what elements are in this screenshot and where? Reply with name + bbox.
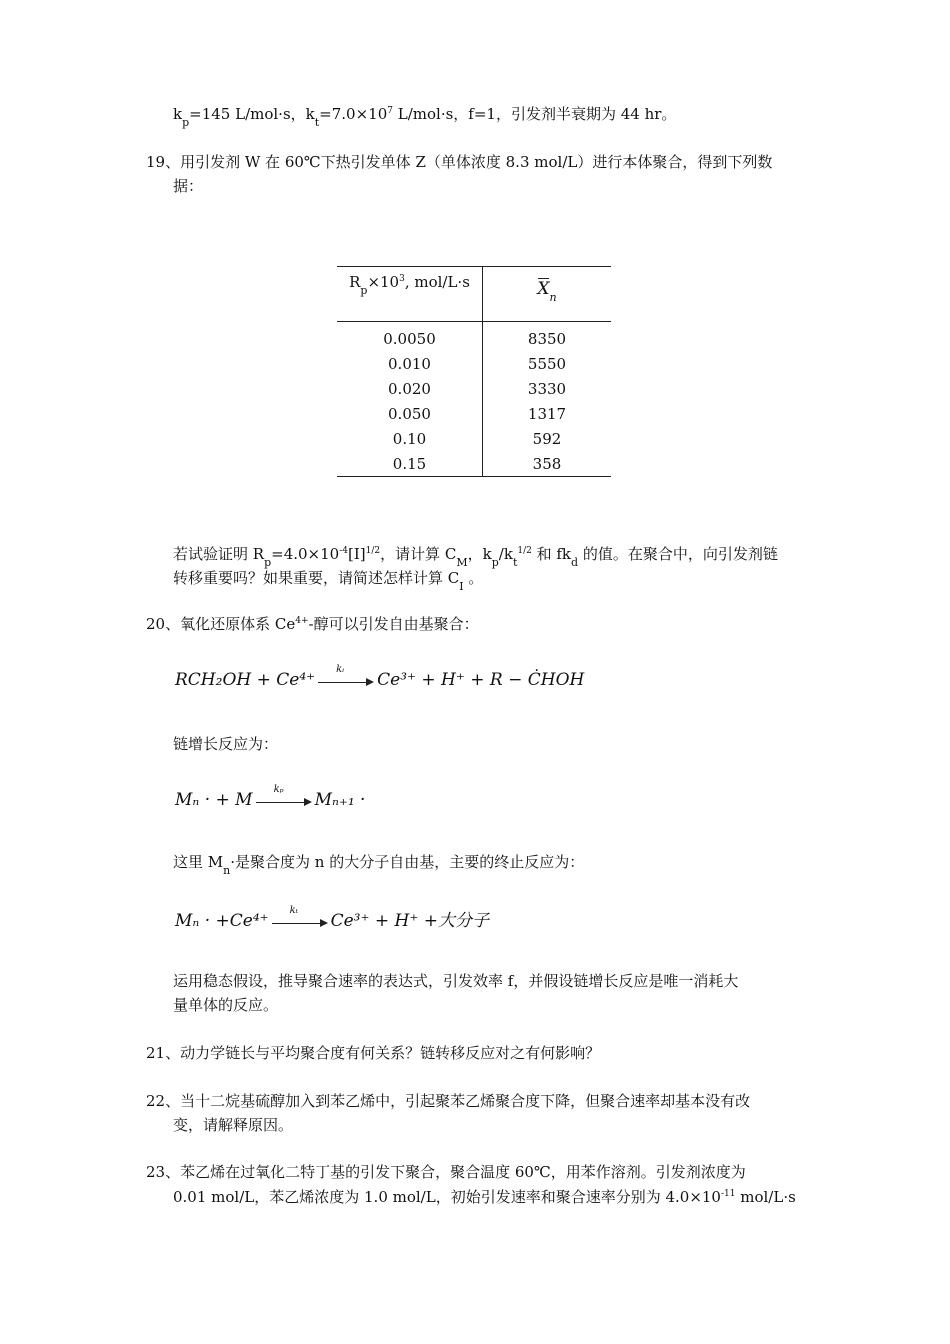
text: 量单体的反应。 xyxy=(173,996,279,1014)
equation-left: RCH₂OH + Ce⁴⁺ xyxy=(175,670,316,690)
question-22-line1 xyxy=(146,1089,750,1113)
subscript: t xyxy=(512,556,518,569)
question-20-task-line1 xyxy=(173,969,738,993)
text: 链增长反应为： xyxy=(173,735,279,753)
table-row xyxy=(337,322,611,352)
cell-xn: 358 xyxy=(483,451,612,477)
text: 。 xyxy=(463,569,484,587)
reaction-arrow-icon xyxy=(318,663,374,688)
question-19-after-line2 xyxy=(173,566,483,592)
rate-constant-label: kᵢ xyxy=(336,663,345,675)
kt-symbol: k xyxy=(305,105,315,123)
header-rp-factor: ×10 xyxy=(367,273,400,291)
rate-constant-label: kₚ xyxy=(273,783,284,795)
text: 氧化还原体系 Ce xyxy=(180,615,296,633)
equation-right: Ce³⁺ + H⁺ + R − ĊHOH xyxy=(377,670,585,690)
header-rp xyxy=(337,267,483,322)
cell-rp: 0.0050 xyxy=(337,322,483,352)
text: /k xyxy=(498,545,513,563)
superscript: 1/2 xyxy=(517,546,532,556)
superscript: -4 xyxy=(339,546,348,556)
text: =4.0×10 xyxy=(271,545,340,563)
subscript: n xyxy=(223,864,231,877)
table-row xyxy=(337,351,611,376)
subscript: p xyxy=(491,556,499,569)
question-text: 变，请解释原因。 xyxy=(173,1116,294,1134)
superscript: 4+ xyxy=(295,616,309,626)
question-number: 20、 xyxy=(146,615,181,633)
xn-subscript: n xyxy=(549,291,557,304)
header-rp-symbol: R xyxy=(349,273,361,291)
question-20-line1 xyxy=(146,612,479,639)
cell-rp: 0.010 xyxy=(337,351,483,376)
kt-exponent: 7 xyxy=(387,106,393,116)
question-19-line2 xyxy=(173,174,203,198)
question-22-line2 xyxy=(173,1113,293,1137)
superscript: -11 xyxy=(720,1189,736,1199)
kp-subscript: p xyxy=(182,116,190,129)
equation-left: Mₙ · + M xyxy=(175,790,253,810)
cell-xn: 8350 xyxy=(527,329,567,348)
table-row xyxy=(337,451,611,477)
subscript: M xyxy=(456,556,468,569)
equation-right: Ce³⁺ + H⁺ +大分子 xyxy=(330,911,489,931)
reaction-arrow-icon xyxy=(272,904,328,929)
kt-subscript: t xyxy=(314,116,320,129)
text: 0.01 mol/L，苯乙烯浓度为 1.0 mol/L，初始引发速率和聚合速率分别为 4.0×10 xyxy=(173,1188,721,1206)
text: mol/L·s xyxy=(735,1188,796,1206)
question-19-line1 xyxy=(146,150,772,174)
text: ，请计算 C xyxy=(380,545,457,563)
question-text: 当十二烷基硫醇加入到苯乙烯中，引起聚苯乙烯聚合度下降，但聚合速率却基本没有改 xyxy=(180,1092,751,1110)
question-19-after-line1 xyxy=(173,542,778,569)
text: 若试验证明 R xyxy=(173,545,265,563)
header-rp-unit: , mol/L·s xyxy=(404,273,470,291)
question-number: 21、 xyxy=(146,1044,181,1062)
cell-rp: 0.020 xyxy=(337,376,483,401)
text: ，k xyxy=(467,545,492,563)
text: [I] xyxy=(348,545,366,563)
question-number: 23、 xyxy=(146,1163,181,1181)
header-rp-exponent: 3 xyxy=(399,274,405,284)
text: 运用稳态假设，推导聚合速率的表达式，引发效率 f，并假设链增长反应是唯一消耗大 xyxy=(173,972,739,990)
equation-propagation xyxy=(175,783,366,810)
question-number: 19、 xyxy=(146,153,181,171)
header-rp-subscript: p xyxy=(360,284,368,297)
equation-termination xyxy=(175,906,489,931)
question-20-task-line2 xyxy=(173,993,278,1017)
equation-left: Mₙ · +Ce⁴⁺ xyxy=(175,911,269,931)
subscript: d xyxy=(571,556,579,569)
text: 这里 M xyxy=(173,853,224,871)
question-number: 22、 xyxy=(146,1092,181,1110)
cell-rp: 0.15 xyxy=(337,451,483,477)
rate-constants-line xyxy=(173,102,676,129)
cell-xn: 5550 xyxy=(527,354,567,373)
subscript: p xyxy=(264,556,272,569)
table-row xyxy=(337,401,611,426)
data-table xyxy=(337,266,611,477)
question-23-line1 xyxy=(146,1160,746,1184)
kp-value: =145 L/mol·s， xyxy=(189,105,306,123)
text: 的值。在聚合中，向引发剂链 xyxy=(578,545,778,563)
table-header-row xyxy=(337,267,611,322)
table-row xyxy=(337,426,611,451)
subscript: I xyxy=(459,580,464,593)
xn-bar-symbol: X xyxy=(537,279,550,299)
rate-constant-label: kₜ xyxy=(289,904,299,916)
kp-symbol: k xyxy=(173,105,183,123)
cell-rp: 0.10 xyxy=(337,426,483,451)
termination-description xyxy=(173,850,584,876)
text: 和 fk xyxy=(531,545,572,563)
cell-xn: 1317 xyxy=(527,404,567,423)
propagation-label xyxy=(173,732,278,756)
question-text: 动力学链长与平均聚合度有何关系？链转移反应对之有何影响？ xyxy=(180,1044,601,1062)
header-xn xyxy=(483,267,612,322)
equation-right: Mₙ₊₁ · xyxy=(314,790,366,810)
text: ·是聚合度为 n 的大分子自由基，主要的终止反应为： xyxy=(230,853,585,871)
text: -醇可以引发自由基聚合： xyxy=(308,615,479,633)
table-row xyxy=(337,376,611,401)
question-text: 苯乙烯在过氧化二特丁基的引发下聚合，聚合温度 60℃，用苯作溶剂。引发剂浓度为 xyxy=(180,1163,746,1181)
question-23-line2 xyxy=(173,1185,796,1212)
question-text: 用引发剂 W 在 60℃下热引发单体 Z（单体浓度 8.3 mol/L）进行本体聚合，得到下列数 xyxy=(180,153,773,171)
equation-initiation xyxy=(175,663,585,690)
cell-rp: 0.050 xyxy=(337,401,483,426)
question-text: 据： xyxy=(173,177,204,195)
kt-value: =7.0×10 xyxy=(319,105,388,123)
reaction-arrow-icon xyxy=(256,783,312,808)
kt-rest: L/mol·s，f=1，引发剂半衰期为 44 hr。 xyxy=(392,105,677,123)
question-21 xyxy=(146,1041,600,1065)
cell-xn: 3330 xyxy=(527,379,567,398)
text: 转移重要吗？如果重要，请简述怎样计算 C xyxy=(173,569,460,587)
superscript: 1/2 xyxy=(365,546,381,556)
cell-xn: 592 xyxy=(532,429,562,448)
